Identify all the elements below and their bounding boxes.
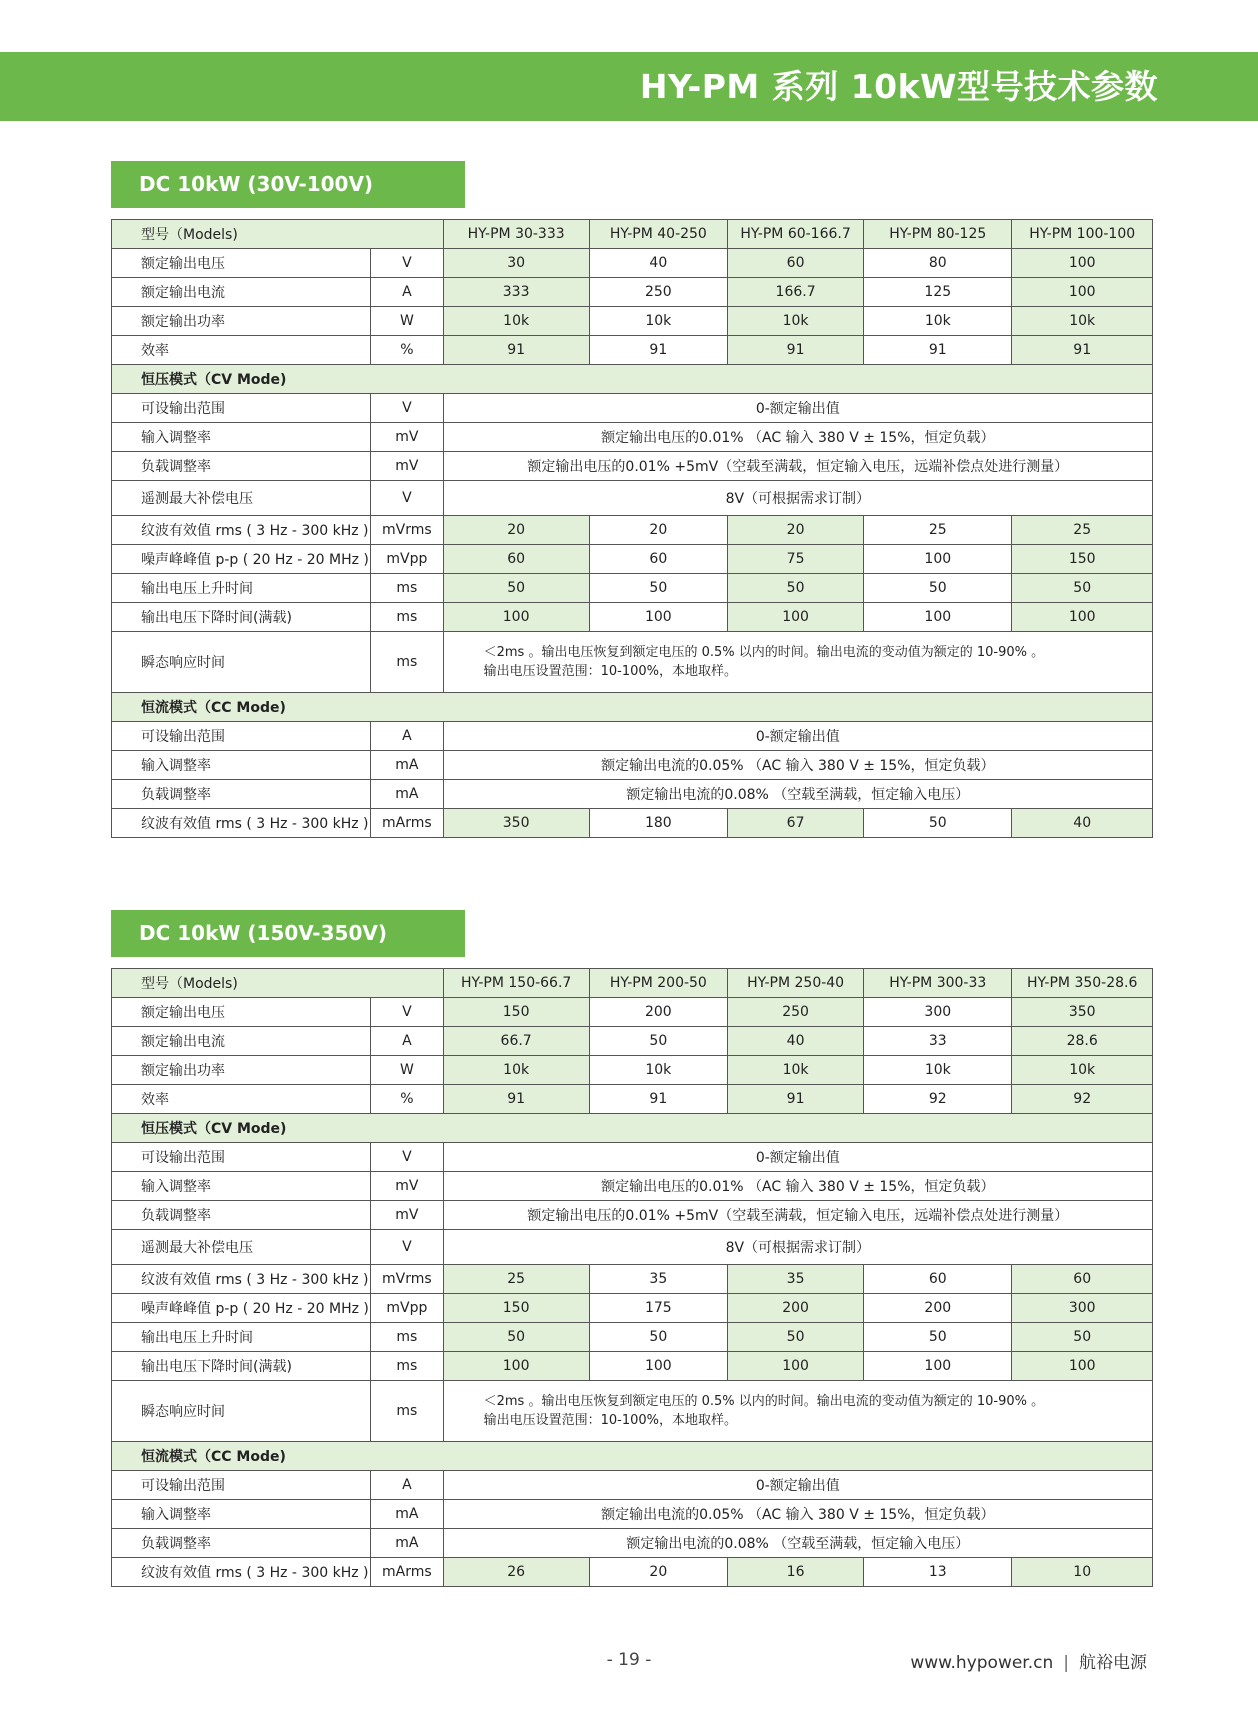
param-name: 额定输出电压 <box>112 249 371 278</box>
param-spec-text: 0-额定输出值 <box>443 722 1152 751</box>
param-value: 333 <box>443 278 589 307</box>
param-value: 100 <box>589 603 727 632</box>
param-value: 91 <box>443 1085 589 1114</box>
param-unit: mV <box>371 1172 443 1201</box>
param-name: 可设输出范围 <box>112 1471 371 1500</box>
param-value: 50 <box>1012 574 1153 603</box>
param-spec-text: 8V（可根据需求订制） <box>443 1230 1152 1265</box>
param-value: 250 <box>589 278 727 307</box>
spec-table-1 <box>111 219 1153 838</box>
cc-section-row <box>112 1442 1153 1471</box>
rated-row <box>112 1085 1153 1114</box>
param-value: 100 <box>589 1352 727 1381</box>
cv-value-row <box>112 1323 1153 1352</box>
param-unit: % <box>371 336 443 365</box>
param-value: 10k <box>864 307 1012 336</box>
param-value: 20 <box>589 516 727 545</box>
model-name: HY-PM 350-28.6 <box>1012 969 1153 998</box>
param-name: 输入调整率 <box>112 423 371 452</box>
page-number: - 19 - <box>606 1650 652 1670</box>
param-value: 300 <box>864 998 1012 1027</box>
param-value: 50 <box>589 574 727 603</box>
param-value: 75 <box>728 545 864 574</box>
param-spec-text: 额定输出电流的0.05% （AC 输入 380 V ± 15%，恒定负载） <box>443 1500 1152 1529</box>
param-unit: V <box>371 481 443 516</box>
param-value: 10k <box>864 1056 1012 1085</box>
param-unit: mA <box>371 1500 443 1529</box>
param-value: 10k <box>1012 1056 1153 1085</box>
param-value: 66.7 <box>443 1027 589 1056</box>
cv-value-row <box>112 1352 1153 1381</box>
model-name: HY-PM 100-100 <box>1012 220 1153 249</box>
model-name: HY-PM 80-125 <box>864 220 1012 249</box>
model-header-row <box>112 220 1153 249</box>
param-spec-text: 额定输出电压的0.01% （AC 输入 380 V ± 15%，恒定负载） <box>443 1172 1152 1201</box>
param-name: 效率 <box>112 1085 371 1114</box>
param-value: 100 <box>864 1352 1012 1381</box>
param-value: 50 <box>728 1323 864 1352</box>
param-name: 负载调整率 <box>112 1529 371 1558</box>
param-value: 10k <box>589 1056 727 1085</box>
param-unit: A <box>371 1471 443 1500</box>
param-name: 额定输出功率 <box>112 307 371 336</box>
param-unit: ms <box>371 574 443 603</box>
param-value: 91 <box>589 336 727 365</box>
param-value: 50 <box>443 574 589 603</box>
param-value: 10k <box>1012 307 1153 336</box>
param-value: 60 <box>864 1265 1012 1294</box>
cv-section-title: 恒压模式（CV Mode) <box>112 365 1153 394</box>
param-unit: W <box>371 307 443 336</box>
param-value: 350 <box>443 809 589 838</box>
param-value: 16 <box>728 1558 864 1587</box>
param-value: 10 <box>1012 1558 1153 1587</box>
cv-spec-row <box>112 1143 1153 1172</box>
param-value: 28.6 <box>1012 1027 1153 1056</box>
param-name: 负载调整率 <box>112 452 371 481</box>
param-name: 输入调整率 <box>112 751 371 780</box>
param-value: 100 <box>443 1352 589 1381</box>
cv-spec-row <box>112 1172 1153 1201</box>
param-value: 92 <box>1012 1085 1153 1114</box>
param-unit: ms <box>371 1381 443 1442</box>
param-name: 可设输出范围 <box>112 722 371 751</box>
param-value: 175 <box>589 1294 727 1323</box>
param-unit: mVpp <box>371 1294 443 1323</box>
param-value: 13 <box>864 1558 1012 1587</box>
cc-value-row <box>112 1558 1153 1587</box>
transient-line-2: 输出电压设置范围：10-100%，本地取样。 <box>483 1413 738 1428</box>
model-name: HY-PM 150-66.7 <box>443 969 589 998</box>
model-name: HY-PM 60-166.7 <box>728 220 864 249</box>
param-unit: ms <box>371 632 443 693</box>
transient-line-1: ＜2ms 。输出电压恢复到额定电压的 0.5% 以内的时间。输出电流的变动值为额定的 10-90% 。 <box>483 1394 1045 1409</box>
param-spec-text: 8V（可根据需求订制） <box>443 481 1152 516</box>
title-banner <box>0 52 1258 121</box>
param-unit: mA <box>371 780 443 809</box>
param-spec-text: 额定输出电压的0.01% +5mV（空载至满载，恒定输入电压，远端补偿点处进行测量） <box>443 1201 1152 1230</box>
cc-section-title: 恒流模式（CC Mode) <box>112 1442 1153 1471</box>
param-value: 100 <box>1012 1352 1153 1381</box>
param-value: 67 <box>728 809 864 838</box>
param-value: 50 <box>728 574 864 603</box>
cv-section-row <box>112 1114 1153 1143</box>
param-unit: A <box>371 278 443 307</box>
param-value: 100 <box>443 603 589 632</box>
param-value: 60 <box>728 249 864 278</box>
param-spec-text: 0-额定输出值 <box>443 394 1152 423</box>
param-value: 91 <box>443 336 589 365</box>
rated-row <box>112 336 1153 365</box>
param-value: 125 <box>864 278 1012 307</box>
param-name: 额定输出电压 <box>112 998 371 1027</box>
param-unit: A <box>371 1027 443 1056</box>
param-value: 60 <box>443 545 589 574</box>
param-spec-text: 额定输出电流的0.08% （空载至满载，恒定输入电压） <box>443 1529 1152 1558</box>
param-unit: mA <box>371 751 443 780</box>
param-value: 50 <box>864 809 1012 838</box>
section-tab-2: DC 10kW (150V-350V) <box>111 910 465 957</box>
rated-row <box>112 249 1153 278</box>
param-name: 可设输出范围 <box>112 394 371 423</box>
param-value: 60 <box>589 545 727 574</box>
model-label: 型号（Models) <box>112 969 444 998</box>
param-value: 150 <box>443 998 589 1027</box>
transient-text <box>443 1381 1152 1442</box>
param-name: 输入调整率 <box>112 1500 371 1529</box>
transient-line-1: ＜2ms 。输出电压恢复到额定电压的 0.5% 以内的时间。输出电流的变动值为额定的 10-90% 。 <box>483 645 1045 660</box>
param-unit: mA <box>371 1529 443 1558</box>
param-value: 10k <box>443 307 589 336</box>
param-unit: W <box>371 1056 443 1085</box>
model-name: HY-PM 40-250 <box>589 220 727 249</box>
param-spec-text: 0-额定输出值 <box>443 1143 1152 1172</box>
param-unit: mVrms <box>371 1265 443 1294</box>
param-name: 可设输出范围 <box>112 1143 371 1172</box>
model-name: HY-PM 300-33 <box>864 969 1012 998</box>
param-unit: A <box>371 722 443 751</box>
cv-value-row <box>112 574 1153 603</box>
param-value: 91 <box>864 336 1012 365</box>
param-value: 180 <box>589 809 727 838</box>
param-value: 35 <box>589 1265 727 1294</box>
cv-spec-row <box>112 423 1153 452</box>
param-name: 噪声峰峰值 p-p ( 20 Hz - 20 MHz ) <box>112 545 371 574</box>
cv-spec-row <box>112 1230 1153 1265</box>
param-value: 10k <box>728 307 864 336</box>
cc-spec-row <box>112 1529 1153 1558</box>
brand-name: 航裕电源 <box>1079 1653 1147 1673</box>
param-value: 35 <box>728 1265 864 1294</box>
param-unit: mV <box>371 452 443 481</box>
param-value: 100 <box>1012 249 1153 278</box>
model-name: HY-PM 200-50 <box>589 969 727 998</box>
param-name: 负载调整率 <box>112 1201 371 1230</box>
param-spec-text: 额定输出电压的0.01% +5mV（空载至满载，恒定输入电压，远端补偿点处进行测量） <box>443 452 1152 481</box>
model-label: 型号（Models) <box>112 220 444 249</box>
param-name: 额定输出电流 <box>112 1027 371 1056</box>
transient-line-2: 输出电压设置范围：10-100%，本地取样。 <box>483 664 738 679</box>
param-value: 25 <box>443 1265 589 1294</box>
cc-spec-row <box>112 1471 1153 1500</box>
param-value: 200 <box>864 1294 1012 1323</box>
param-unit: mArms <box>371 809 443 838</box>
param-value: 91 <box>1012 336 1153 365</box>
param-value: 100 <box>728 1352 864 1381</box>
param-value: 250 <box>728 998 864 1027</box>
param-value: 60 <box>1012 1265 1153 1294</box>
param-value: 300 <box>1012 1294 1153 1323</box>
param-value: 350 <box>1012 998 1153 1027</box>
transient-row <box>112 1381 1153 1442</box>
cv-spec-row <box>112 394 1153 423</box>
param-name: 瞬态响应时间 <box>112 1381 371 1442</box>
cv-section-row <box>112 365 1153 394</box>
transient-row <box>112 632 1153 693</box>
spec-table-2 <box>111 968 1153 1587</box>
param-value: 40 <box>1012 809 1153 838</box>
param-value: 91 <box>589 1085 727 1114</box>
param-unit: V <box>371 1230 443 1265</box>
param-spec-text: 额定输出电流的0.05% （AC 输入 380 V ± 15%，恒定负载） <box>443 751 1152 780</box>
model-name: HY-PM 250-40 <box>728 969 864 998</box>
param-name: 额定输出电流 <box>112 278 371 307</box>
param-value: 20 <box>728 516 864 545</box>
param-name: 纹波有效值 rms ( 3 Hz - 300 kHz ) <box>112 516 371 545</box>
param-value: 26 <box>443 1558 589 1587</box>
param-name: 噪声峰峰值 p-p ( 20 Hz - 20 MHz ) <box>112 1294 371 1323</box>
param-unit: mVrms <box>371 516 443 545</box>
param-value: 10k <box>589 307 727 336</box>
param-unit: mArms <box>371 1558 443 1587</box>
param-value: 30 <box>443 249 589 278</box>
param-value: 100 <box>1012 603 1153 632</box>
param-unit: ms <box>371 1323 443 1352</box>
param-value: 20 <box>443 516 589 545</box>
param-value: 166.7 <box>728 278 864 307</box>
model-name: HY-PM 30-333 <box>443 220 589 249</box>
rated-row <box>112 1056 1153 1085</box>
param-value: 10k <box>728 1056 864 1085</box>
param-name: 输出电压上升时间 <box>112 574 371 603</box>
param-unit: V <box>371 394 443 423</box>
rated-row <box>112 307 1153 336</box>
param-value: 50 <box>589 1323 727 1352</box>
param-name: 纹波有效值 rms ( 3 Hz - 300 kHz ) <box>112 1265 371 1294</box>
cv-value-row <box>112 1265 1153 1294</box>
param-name: 输出电压上升时间 <box>112 1323 371 1352</box>
param-value: 50 <box>589 1027 727 1056</box>
param-value: 100 <box>1012 278 1153 307</box>
footer-site <box>910 1648 1147 1673</box>
model-header-row <box>112 969 1153 998</box>
param-value: 100 <box>864 545 1012 574</box>
param-unit: mV <box>371 1201 443 1230</box>
cv-spec-row <box>112 1201 1153 1230</box>
cc-section-row <box>112 693 1153 722</box>
param-unit: V <box>371 1143 443 1172</box>
param-value: 33 <box>864 1027 1012 1056</box>
cc-value-row <box>112 809 1153 838</box>
param-spec-text: 额定输出电流的0.08% （空载至满载，恒定输入电压） <box>443 780 1152 809</box>
param-value: 91 <box>728 1085 864 1114</box>
param-unit: mVpp <box>371 545 443 574</box>
param-value: 150 <box>1012 545 1153 574</box>
param-value: 20 <box>589 1558 727 1587</box>
transient-text <box>443 632 1152 693</box>
param-value: 25 <box>1012 516 1153 545</box>
param-name: 效率 <box>112 336 371 365</box>
cc-spec-row <box>112 1500 1153 1529</box>
cc-section-title: 恒流模式（CC Mode) <box>112 693 1153 722</box>
param-value: 100 <box>728 603 864 632</box>
cv-value-row <box>112 1294 1153 1323</box>
param-value: 150 <box>443 1294 589 1323</box>
rated-row <box>112 998 1153 1027</box>
param-value: 40 <box>589 249 727 278</box>
cv-spec-row <box>112 481 1153 516</box>
param-value: 91 <box>728 336 864 365</box>
param-value: 200 <box>728 1294 864 1323</box>
param-value: 92 <box>864 1085 1012 1114</box>
param-unit: ms <box>371 1352 443 1381</box>
param-name: 纹波有效值 rms ( 3 Hz - 300 kHz ) <box>112 1558 371 1587</box>
cv-value-row <box>112 545 1153 574</box>
cv-value-row <box>112 516 1153 545</box>
cc-spec-row <box>112 722 1153 751</box>
cc-spec-row <box>112 780 1153 809</box>
param-unit: ms <box>371 603 443 632</box>
section-tab-1: DC 10kW (30V-100V) <box>111 161 465 208</box>
param-value: 40 <box>728 1027 864 1056</box>
param-name: 遥测最大补偿电压 <box>112 1230 371 1265</box>
page-title: HY-PM 系列 10kW型号技术参数 <box>639 67 1158 106</box>
rated-row <box>112 1027 1153 1056</box>
param-name: 输出电压下降时间(满载) <box>112 1352 371 1381</box>
param-value: 25 <box>864 516 1012 545</box>
param-spec-text: 额定输出电压的0.01% （AC 输入 380 V ± 15%，恒定负载） <box>443 423 1152 452</box>
param-name: 输入调整率 <box>112 1172 371 1201</box>
footer-separator: | <box>1063 1653 1069 1673</box>
website-link[interactable]: www.hypower.cn <box>910 1653 1054 1673</box>
param-name: 额定输出功率 <box>112 1056 371 1085</box>
param-unit: mV <box>371 423 443 452</box>
param-value: 100 <box>864 603 1012 632</box>
param-unit: V <box>371 998 443 1027</box>
param-value: 80 <box>864 249 1012 278</box>
param-value: 200 <box>589 998 727 1027</box>
param-value: 10k <box>443 1056 589 1085</box>
cv-spec-row <box>112 452 1153 481</box>
param-value: 50 <box>864 574 1012 603</box>
param-unit: % <box>371 1085 443 1114</box>
cv-value-row <box>112 603 1153 632</box>
param-name: 瞬态响应时间 <box>112 632 371 693</box>
param-value: 50 <box>864 1323 1012 1352</box>
param-name: 输出电压下降时间(满载) <box>112 603 371 632</box>
param-name: 纹波有效值 rms ( 3 Hz - 300 kHz ) <box>112 809 371 838</box>
param-name: 遥测最大补偿电压 <box>112 481 371 516</box>
param-value: 50 <box>1012 1323 1153 1352</box>
param-unit: V <box>371 249 443 278</box>
rated-row <box>112 278 1153 307</box>
cc-spec-row <box>112 751 1153 780</box>
cv-section-title: 恒压模式（CV Mode) <box>112 1114 1153 1143</box>
param-spec-text: 0-额定输出值 <box>443 1471 1152 1500</box>
param-value: 50 <box>443 1323 589 1352</box>
param-name: 负载调整率 <box>112 780 371 809</box>
